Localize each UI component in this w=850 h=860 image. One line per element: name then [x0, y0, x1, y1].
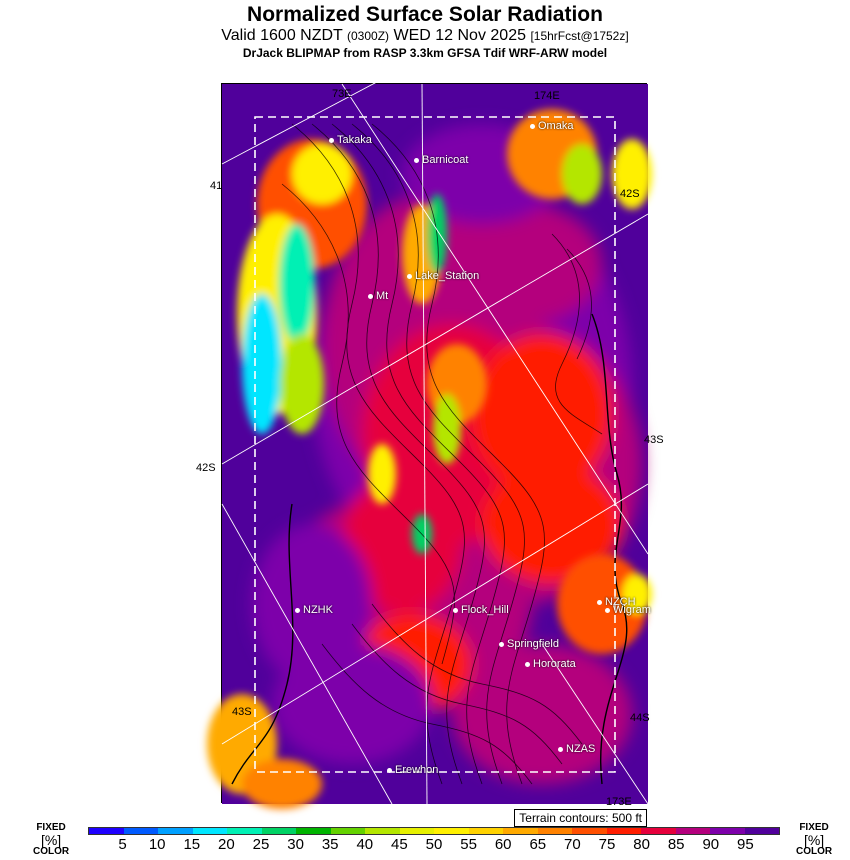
place-marker-icon	[387, 768, 392, 773]
legend-right-color: COLOR	[796, 846, 833, 857]
place-takaka	[329, 134, 372, 146]
scale-tick-label: 30	[287, 836, 304, 853]
color-scale-bar	[88, 827, 780, 835]
scale-tick-label: 45	[391, 836, 408, 853]
place-marker-icon	[605, 608, 610, 613]
scale-tick-label: 50	[425, 836, 443, 853]
legend-label-left	[33, 823, 69, 857]
color-swatch	[607, 828, 642, 834]
color-swatch	[641, 828, 676, 834]
terrain-contour-note: Terrain contours: 500 ft	[514, 809, 647, 827]
place-nzhk	[295, 604, 333, 616]
model-info: DrJack BLIPMAP from RASP 3.3km GFSA Tdif WRF-ARW model	[242, 46, 608, 60]
color-swatch	[538, 828, 573, 834]
place-lake-station	[407, 270, 479, 282]
color-swatch	[400, 828, 435, 834]
color-swatch	[296, 828, 331, 834]
color-swatch	[89, 828, 124, 834]
place-marker-icon	[525, 662, 530, 667]
color-swatch	[331, 828, 366, 834]
scale-tick-label: 65	[529, 836, 547, 853]
color-swatch	[745, 828, 780, 834]
place-marker-icon	[414, 158, 419, 163]
place-marker-icon	[558, 747, 563, 752]
place-label: Springfield	[507, 638, 559, 650]
color-swatch	[158, 828, 193, 834]
place-label: Lake_Station	[415, 270, 480, 282]
scale-tick-label: 90	[702, 836, 720, 853]
place-label: NZHK	[303, 604, 333, 616]
grid-label: 73E	[332, 88, 352, 100]
color-swatch	[262, 828, 297, 834]
place-marker-icon	[407, 274, 412, 279]
chart-title: Normalized Surface Solar Radiation	[247, 3, 603, 26]
place-label: Mt	[376, 290, 389, 302]
scale-tick-label: 60	[494, 836, 512, 853]
place-wigram	[605, 604, 651, 616]
scale-tick-label: 80	[633, 836, 650, 853]
map-field	[222, 84, 648, 804]
place-marker-icon	[499, 642, 504, 647]
place-hororata	[525, 658, 576, 670]
grid-label: 42S	[620, 188, 640, 200]
place-label: Flock_Hill	[461, 604, 509, 616]
legend-right-fixed: FIXED	[799, 822, 829, 833]
valid-time-line	[0, 27, 850, 45]
place-label: Wigram	[613, 604, 651, 616]
color-swatch	[365, 828, 400, 834]
place-flock-hill	[453, 604, 509, 616]
grid-label: 174E	[534, 90, 560, 102]
scale-tick-label: 75	[598, 836, 616, 853]
place-marker-icon	[597, 600, 602, 605]
place-label: Erewhon	[395, 764, 439, 776]
grid-label: 42S	[196, 462, 216, 474]
forecast-info: [15hrFcst@1752z]	[530, 29, 629, 43]
place-marker-icon	[295, 608, 300, 613]
valid-date: WED 12 Nov 2025	[393, 27, 526, 44]
grid-label: 41	[210, 180, 223, 192]
legend-left-unit: [%]	[40, 832, 62, 848]
place-label: Barnicoat	[422, 154, 469, 166]
valid-time: Valid 1600 NZDT	[221, 27, 343, 44]
place-marker-icon	[453, 608, 458, 613]
grid-label: 44S	[630, 712, 650, 724]
color-swatch	[710, 828, 745, 834]
scale-tick-label: 70	[564, 836, 581, 853]
scale-tick-label: 25	[252, 836, 270, 853]
legend-right-unit: [%]	[803, 832, 825, 848]
color-swatch	[503, 828, 538, 834]
color-scale-ticks	[88, 836, 780, 856]
scale-tick-label: 85	[667, 836, 685, 853]
color-swatch	[434, 828, 469, 834]
grid-label: 43S	[644, 434, 664, 446]
scale-tick-label: 95	[737, 836, 754, 853]
scale-tick-label: 5	[118, 836, 127, 853]
scale-tick-label: 20	[218, 836, 235, 853]
scale-tick-label: 40	[356, 836, 374, 853]
color-swatch	[124, 828, 159, 834]
scale-tick-label: 35	[321, 836, 339, 853]
scale-tick-label: 15	[183, 836, 201, 853]
valid-time-utc: (0300Z)	[347, 29, 390, 43]
place-marker-icon	[530, 124, 535, 129]
place-label: Hororata	[533, 658, 576, 670]
color-swatch	[227, 828, 262, 834]
place-label: NZAS	[566, 743, 596, 755]
legend-left-color: COLOR	[33, 846, 70, 857]
place-barnicoat	[414, 154, 468, 166]
place-omaka	[530, 120, 573, 132]
place-mt	[368, 290, 388, 302]
scale-tick-label: 55	[460, 836, 477, 853]
color-swatch	[572, 828, 607, 834]
place-label: Takaka	[337, 134, 372, 146]
legend-label-right	[796, 823, 832, 857]
solar-radiation-map	[196, 83, 664, 808]
place-nzas	[558, 743, 595, 755]
place-marker-icon	[368, 294, 373, 299]
color-swatch	[193, 828, 228, 834]
legend-left-fixed: FIXED	[36, 822, 66, 833]
place-marker-icon	[329, 138, 334, 143]
scale-tick-label: 10	[148, 836, 166, 853]
place-erewhon	[387, 764, 438, 776]
grid-label: 43S	[232, 706, 252, 718]
grid-label: 173E	[606, 796, 632, 808]
place-springfield	[499, 638, 559, 650]
place-label: NZCH	[605, 596, 636, 608]
color-swatch	[676, 828, 711, 834]
place-label: Omaka	[538, 120, 574, 132]
color-swatch	[469, 828, 504, 834]
